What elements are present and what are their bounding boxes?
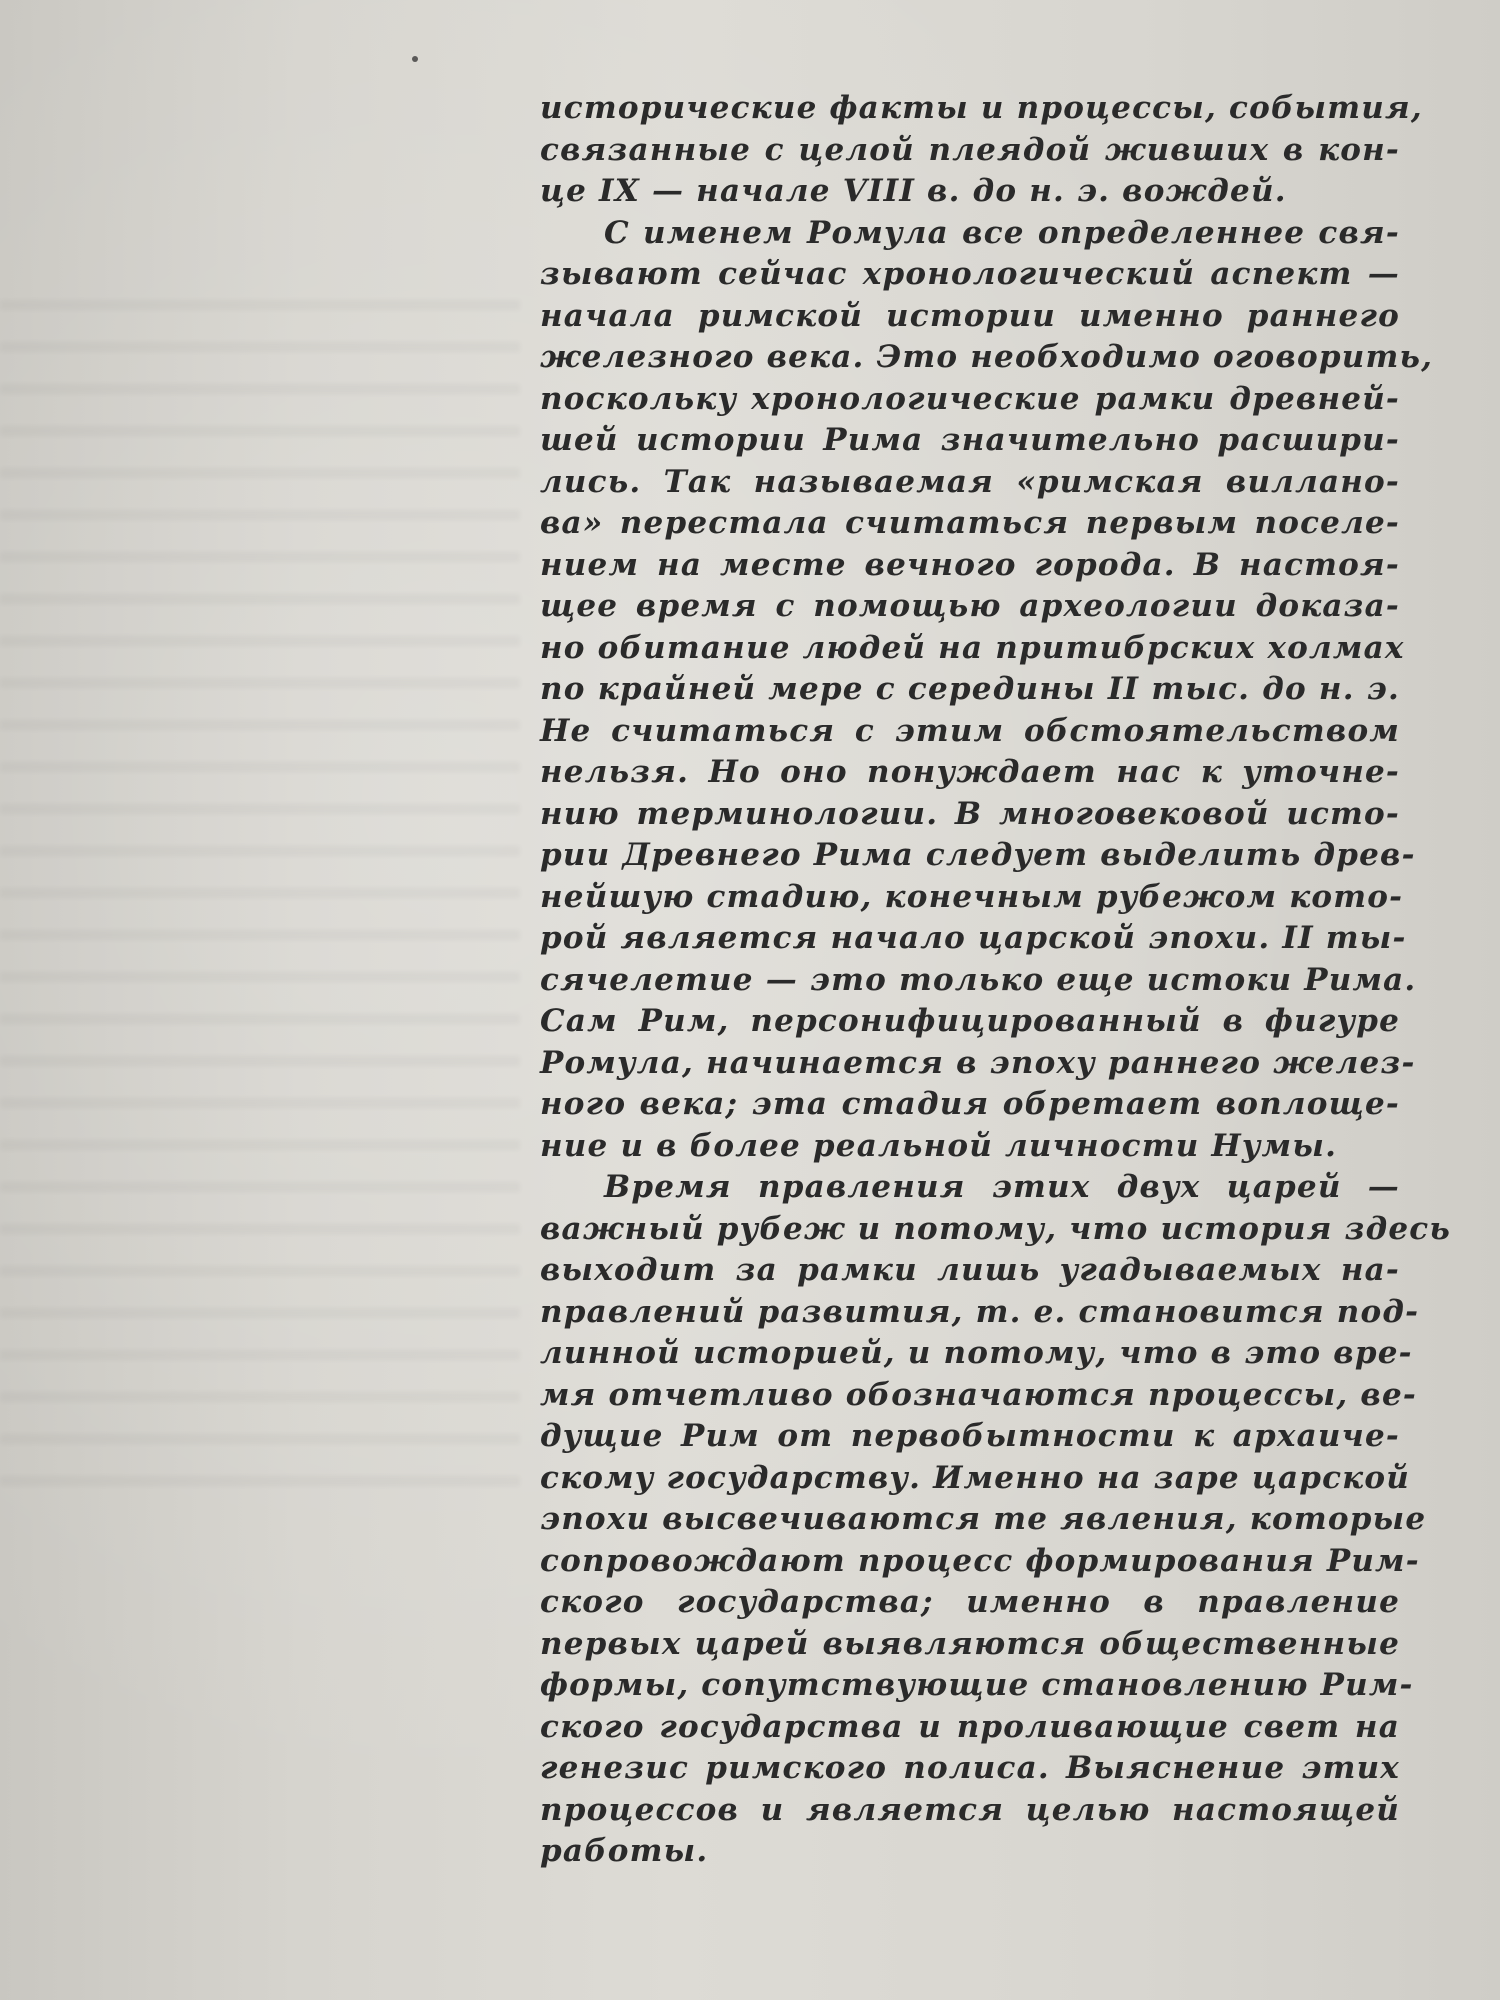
text-line: С именем Ромула все определеннее свя- [604,214,1400,251]
text-line: рии Древнего Рима следует выделить древ- [540,837,1416,873]
text-line: це IX — начале VIII в. до н. э. вождей. [540,173,1287,209]
text-line: мя отчетливо обозначаются процессы, ве- [540,1376,1417,1413]
text-line: нельзя. Но оно понуждает нас к уточне- [540,754,1400,790]
text-line: поскольку хронологические рамки древней- [540,380,1400,417]
text-line: ного века; эта стадия обретает воплоще- [540,1086,1400,1122]
text-line: начала римской истории именно раннего [540,297,1400,334]
text-line: рой является начало царской эпохи. II ты- [540,920,1407,956]
text-line: выходит за рамки лишь угадываемых на- [540,1252,1400,1288]
text-line: по крайней мере с середины II тыс. до н. э. [540,671,1400,707]
text-line: линной историей, и потому, что в это вре- [540,1335,1413,1371]
paragraph-2 [540,213,1434,1168]
text-line: щее время с помощью археологии доказа- [540,588,1400,624]
text-line: эпохи высвечиваются те явления, которые [540,1501,1427,1537]
text-line: ского государства; именно в правление [540,1584,1400,1620]
text-line: ние и в более реальной личности Нумы. [540,1127,1338,1164]
text-line: ва» перестала считаться первым поселе- [540,505,1400,541]
text-column [540,88,1452,1873]
text-line: Ромула, начинается в эпоху раннего желез- [540,1044,1416,1081]
text-line: связанные с целой плеядой живших в кон- [540,131,1400,168]
bleed-through-text [0,300,520,1500]
text-line: скому государству. Именно на заре царской [540,1459,1410,1496]
text-line: нием на месте вечного города. В настоя- [540,546,1400,583]
text-line: сячелетие — это только еще истоки Рима. [540,961,1417,998]
text-line: железного века. Это необходимо оговорить, [540,339,1434,375]
text-line: Сам Рим, персонифицированный в фигуре [540,1003,1400,1039]
paragraph-3 [540,1167,1452,1873]
text-line: шей истории Рима значительно расшири- [540,422,1400,458]
text-line: лись. Так называемая «римская виллано- [540,463,1400,500]
text-line: исторические факты и процессы, события, [540,90,1423,126]
text-line: правлений развития, т. е. становится под- [540,1293,1420,1330]
dust-speck [412,56,418,62]
text-line: Время правления этих двух царей — [604,1169,1400,1205]
text-line: зывают сейчас хронологический аспект — [540,256,1400,292]
paragraph-1 [540,88,1423,213]
text-line: дущие Рим от первобытности к архаиче- [540,1418,1400,1454]
text-line: первых царей выявляются общественные [540,1625,1400,1662]
text-line: процессов и является целью настоящей [540,1791,1400,1828]
text-line: нейшую стадию, конечным рубежом кото- [540,878,1404,915]
text-line: сопровождают процесс формирования Рим- [540,1542,1420,1579]
text-line: нию терминологии. В многовековой исто- [540,795,1400,832]
text-line: формы, сопутствующие становлению Рим- [540,1667,1414,1703]
text-line: Не считаться с этим обстоятельством [540,712,1400,749]
text-line: ского государства и проливающие свет на [540,1708,1400,1745]
text-line: но обитание людей на притибрских холмах [540,629,1405,666]
text-line: генезис римского полиса. Выяснение этих [540,1750,1400,1786]
text-line: работы. [540,1833,709,1869]
text-line: важный рубеж и потому, что история здесь [540,1210,1452,1247]
